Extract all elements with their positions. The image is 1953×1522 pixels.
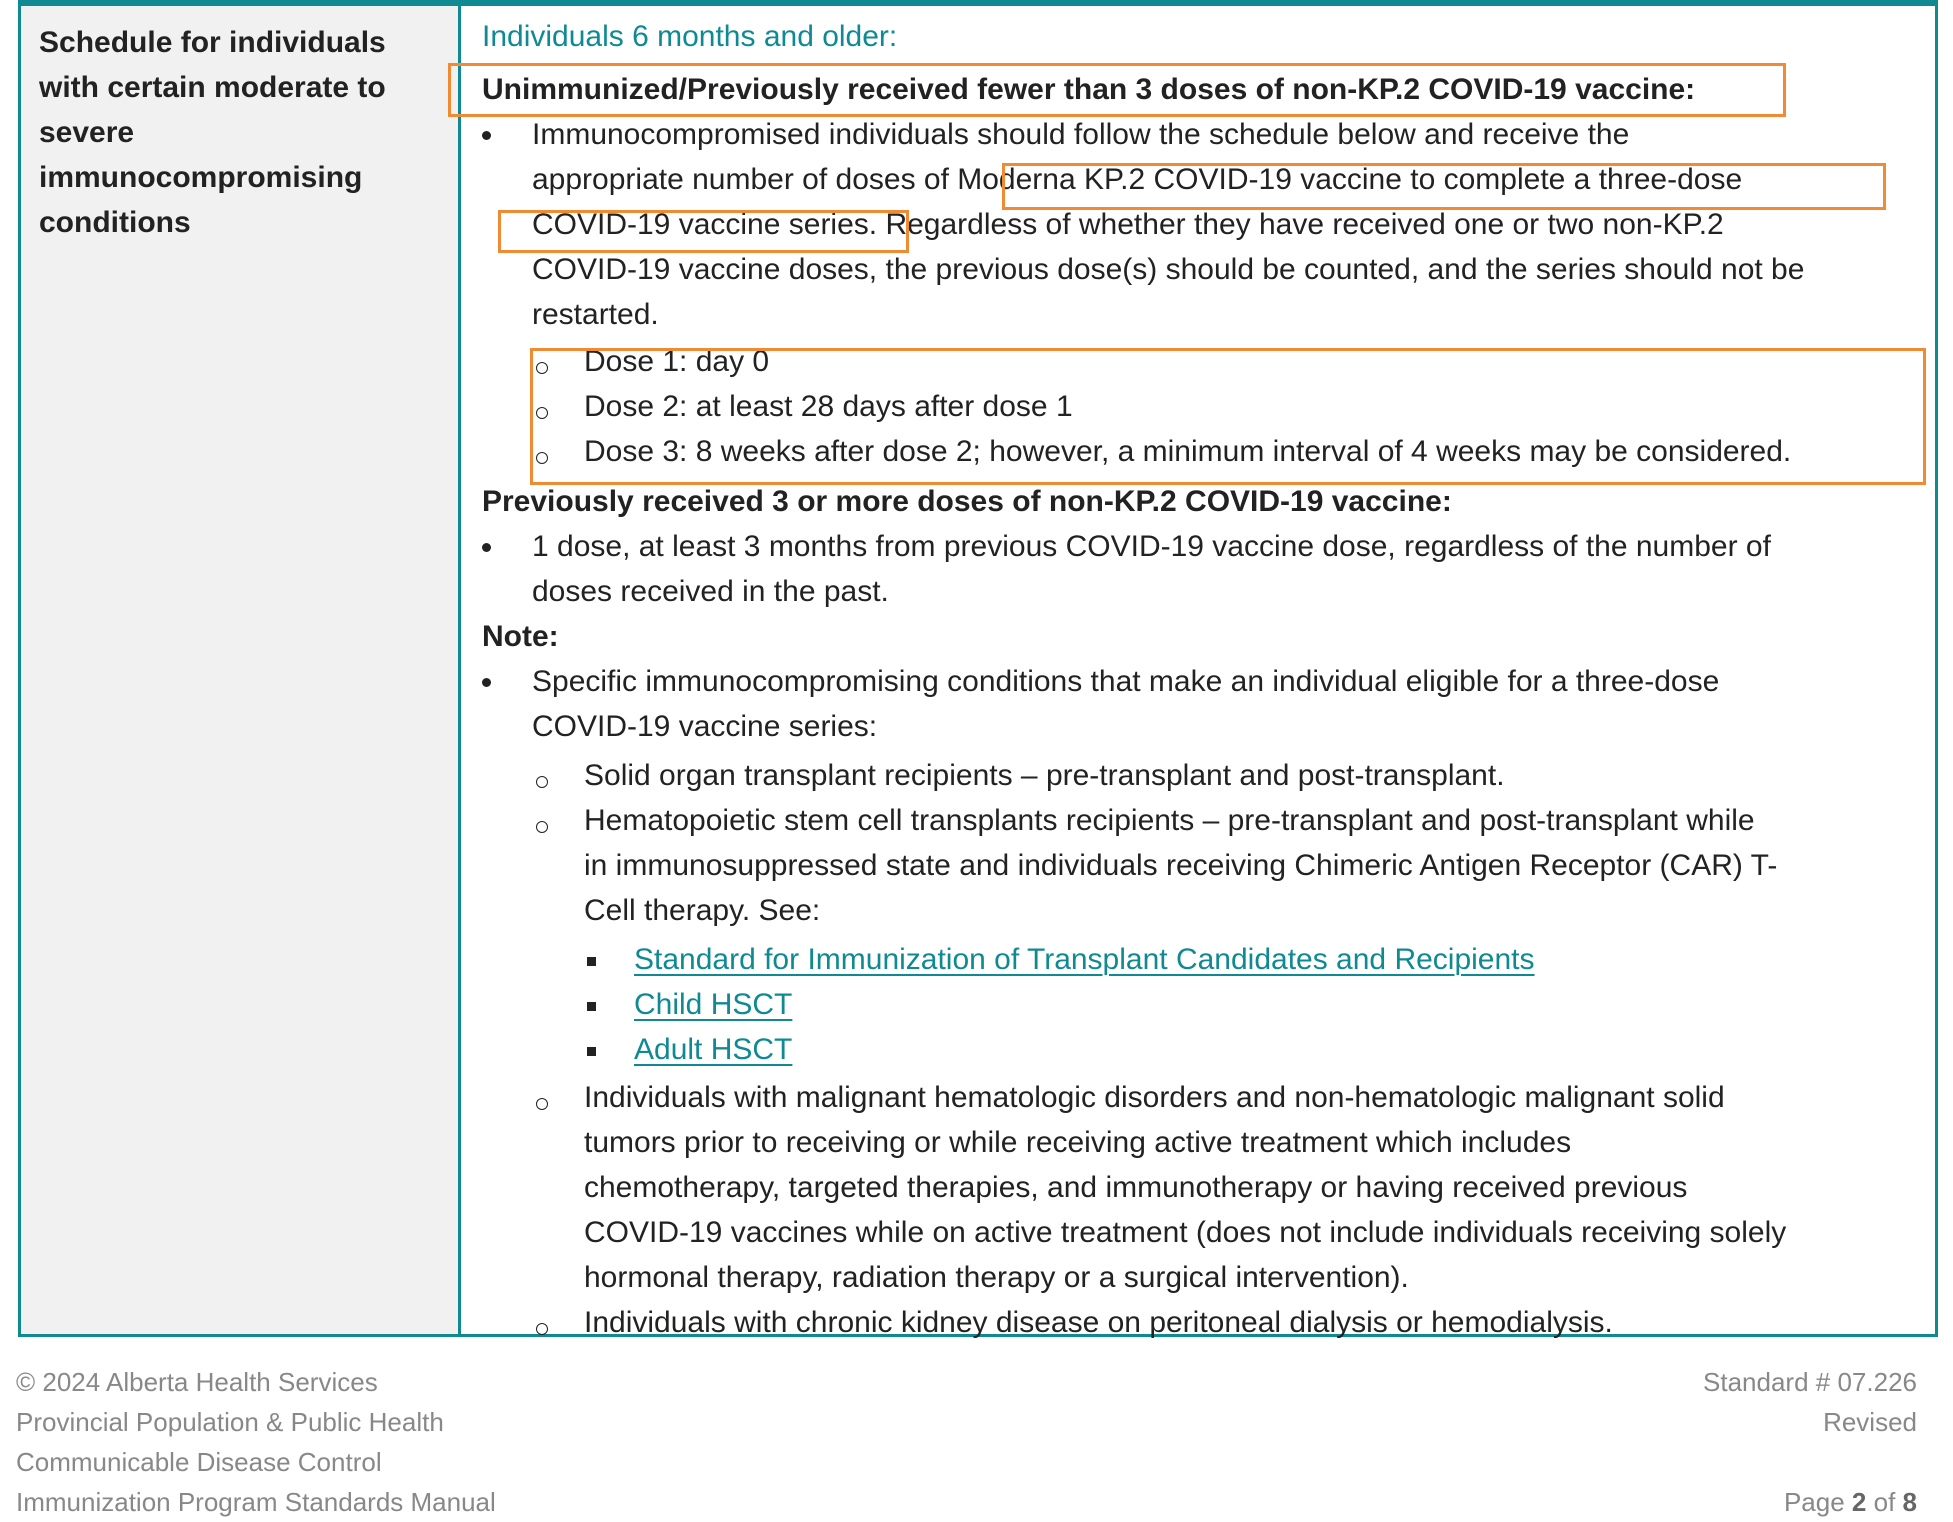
- link-item: [482, 1027, 1922, 1072]
- text-line: COVID-19 vaccine series:: [532, 710, 878, 743]
- circle-bullet-icon: [536, 821, 548, 833]
- child-hsct-link[interactable]: Child HSCT: [634, 988, 793, 1021]
- content-cell: [482, 14, 1922, 1345]
- dose-item: [482, 339, 1922, 384]
- circle-bullet-icon: [536, 1098, 548, 1110]
- row-header-line: Schedule for individuals: [39, 26, 386, 59]
- text-line: tumors prior to receiving or while receiving active treatment which includes: [584, 1126, 1572, 1159]
- list-item: [482, 524, 1922, 614]
- condition-item: [482, 753, 1922, 798]
- row-header-line: immunocompromising: [39, 161, 363, 194]
- text-line: COVID-19 vaccines while on active treatment (does not include individuals receiving solely: [584, 1216, 1787, 1249]
- column-divider: [458, 6, 461, 1334]
- page-prefix: Page: [1783, 1487, 1845, 1517]
- bullet-icon: [482, 678, 491, 687]
- age-heading: Individuals 6 months and older:: [482, 20, 898, 53]
- row-header-line: conditions: [39, 206, 191, 239]
- text-line: doses received in the past.: [532, 575, 889, 608]
- row-header-line: severe: [39, 116, 135, 149]
- circle-bullet-icon: [536, 1323, 548, 1335]
- list-item: [482, 112, 1922, 337]
- note-heading: Note:: [482, 620, 559, 653]
- revised-label: Revised: [1823, 1407, 1917, 1437]
- adult-hsct-link[interactable]: Adult HSCT: [634, 1033, 793, 1066]
- square-bullet-icon: [587, 1002, 596, 1011]
- text-line: COVID-19 vaccine doses, the previous dose(s) should be counted, and the series should not be: [532, 253, 1805, 286]
- footer-line: Immunization Program Standards Manual: [16, 1487, 496, 1517]
- footer-line: Provincial Population & Public Health: [16, 1407, 444, 1437]
- text-line: restarted.: [532, 298, 659, 331]
- transplant-standard-link[interactable]: Standard for Immunization of Transplant Candidates and Recipients: [634, 943, 1535, 976]
- dose-item: [482, 429, 1922, 474]
- text-line: 1 dose, at least 3 months from previous COVID-19 vaccine dose, regardless of the number of: [532, 530, 1771, 563]
- row-header-line: with certain moderate to: [39, 71, 386, 104]
- link-item: [482, 982, 1922, 1027]
- text-line: Individuals with malignant hematologic disorders and non-hematologic malignant solid: [584, 1081, 1725, 1114]
- text-line: chemotherapy, targeted therapies, and immunotherapy or having received previous: [584, 1171, 1688, 1204]
- text-line: Immunocompromised individuals should follow the schedule below and receive the: [532, 118, 1630, 151]
- footer-line: Communicable Disease Control: [16, 1447, 382, 1477]
- section1-heading: Unimmunized/Previously received fewer than 3 doses of non-KP.2 COVID-19 vaccine:: [482, 73, 1696, 106]
- dose-item: [482, 384, 1922, 429]
- text-line: Solid organ transplant recipients – pre-transplant and post-transplant.: [584, 759, 1505, 792]
- text-line: Cell therapy. See:: [584, 894, 821, 927]
- footer-right: [1703, 1362, 1917, 1522]
- list-item: [482, 659, 1922, 749]
- page-total: 8: [1902, 1487, 1917, 1517]
- text-line: hormonal therapy, radiation therapy or a surgical intervention).: [584, 1261, 1409, 1294]
- condition-item: [482, 1300, 1922, 1345]
- page-of: of: [1873, 1487, 1896, 1517]
- text-line: Individuals with chronic kidney disease on peritoneal dialysis or hemodialysis.: [584, 1306, 1613, 1339]
- standard-number: Standard # 07.226: [1703, 1367, 1917, 1397]
- dose-text: Dose 2: at least 28 days after dose 1: [584, 390, 1073, 423]
- dose-text: Dose 1: day 0: [584, 345, 770, 378]
- section2-heading: Previously received 3 or more doses of non-KP.2 COVID-19 vaccine:: [482, 485, 1452, 518]
- text-line: Hematopoietic stem cell transplants recipients – pre-transplant and post-transplant while: [584, 804, 1755, 837]
- circle-bullet-icon: [536, 452, 548, 464]
- text-line: appropriate number of doses of Moderna KP.2 COVID-19 vaccine to complete a three-dose: [532, 163, 1743, 196]
- text-line: COVID-19 vaccine series. Regardless of whether they have received one or two non-KP.2: [532, 208, 1724, 241]
- condition-item: [482, 798, 1922, 933]
- circle-bullet-icon: [536, 776, 548, 788]
- text-line: Specific immunocompromising conditions that make an individual eligible for a three-dose: [532, 665, 1720, 698]
- square-bullet-icon: [587, 957, 596, 966]
- page-indicator: [1703, 1482, 1917, 1522]
- circle-bullet-icon: [536, 407, 548, 419]
- dose-text: Dose 3: 8 weeks after dose 2; however, a minimum interval of 4 weeks may be considered.: [584, 435, 1792, 468]
- row-header-cell: [21, 6, 458, 1334]
- text-line: in immunosuppressed state and individuals receiving Chimeric Antigen Receptor (CAR) T-: [584, 849, 1778, 882]
- bullet-icon: [482, 543, 491, 552]
- bullet-icon: [482, 131, 491, 140]
- link-item: [482, 937, 1922, 982]
- page-current: 2: [1851, 1487, 1867, 1517]
- condition-item: [482, 1075, 1922, 1300]
- footer-line: © 2024 Alberta Health Services: [16, 1367, 378, 1397]
- square-bullet-icon: [587, 1047, 596, 1056]
- footer-left: [16, 1362, 496, 1522]
- circle-bullet-icon: [536, 362, 548, 374]
